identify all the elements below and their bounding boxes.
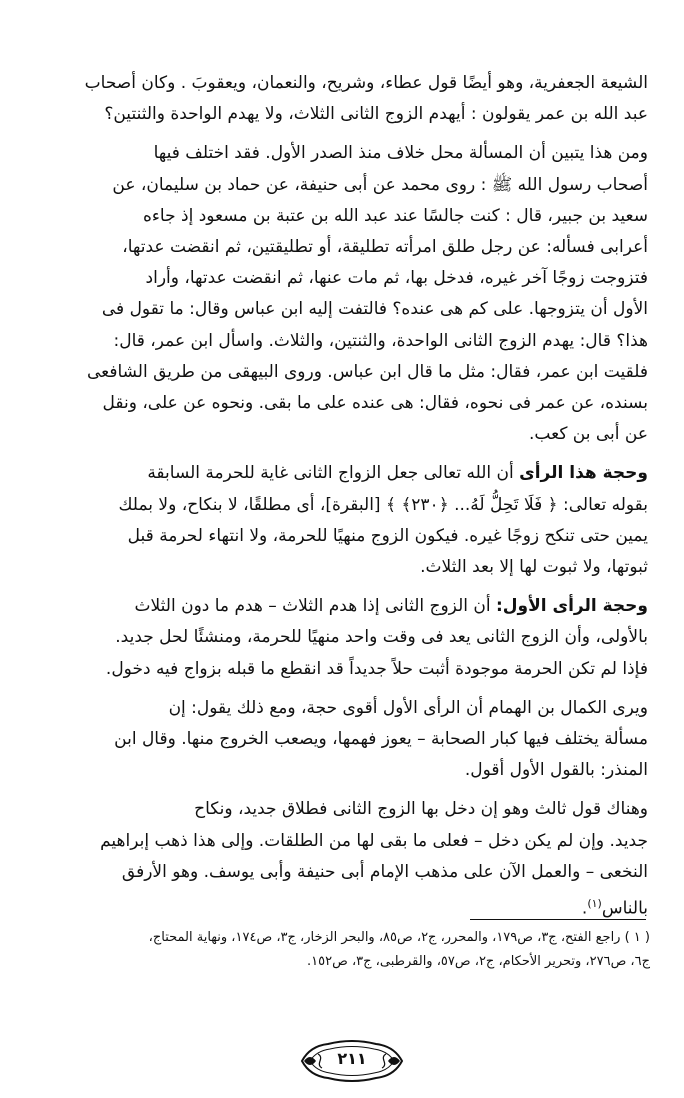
text-span: بالناس: [601, 898, 648, 919]
text-line: فلقيت ابن عمر، فقال: مثل ما قال ابن عباس. وروى البيهقى من طريق الشافعى: [86, 361, 648, 382]
text-line: سعيد بن جبير، قال : كنت جالسًا عند عبد الله بن عتبة بن مسعود إذ جاءه: [143, 205, 648, 226]
text-line: النخعى – والعمل الآن على مذهب الإمام أبى حنيفة وأبى يوسف. وهو الأرفق: [121, 861, 648, 882]
text-line: الأول أن يتزوجها. على كم هى عنده؟ فالتفت إليه ابن عباس وقال: ما تقول فى: [101, 299, 648, 320]
text-line: [36, 458, 648, 489]
text-line: أعرابى فسأله: عن رجل طلق امرأته تطليقة، أو تطليقتين، ثم انقضت عدتها،: [122, 237, 648, 258]
text-line: بالأولى، وأن الزوج الثانى يعد فى وقت واحد منهيًا للحرمة، ومنشئًا لحل جديد.: [115, 627, 648, 648]
paragraph-5: [36, 693, 648, 787]
page-body: [36, 68, 648, 933]
text-line: المنذر: بالقول الأول أقول.: [464, 760, 648, 781]
footnote-ref[interactable]: (١): [587, 897, 602, 911]
text-line: فإذا لم تكن الحرمة موجودة أثبت حلاً جديداً قد انقطع ما قبله بزواج فيه دخول.: [105, 658, 648, 679]
text-line: عن أبى بن كعب.: [529, 424, 648, 445]
text-line: بسنده، عن عمر فى نحوه، فقال: هى عنده على ما بقى. ونحوه عن على، ونقل: [102, 393, 648, 414]
text-line: الشيعة الجعفرية، وهو أيضًا قول عطاء، وشريح، والنعمان، ويعقوبَ . وكان أصحاب: [84, 73, 648, 93]
footnote-line: ( ١ ) راجع الفتح، ج٣، ص١٧٩، والمحرر، ج٢، ص٨٥، والبحر الزخار، ج٣، ص١٧٤، ونهاية المحتاج،: [148, 930, 650, 945]
footnote-divider: [470, 919, 646, 920]
text-line: مسألة يختلف فيها كبار الصحابة – يعوز فهمها، ويصعب الخروج منها. وقال ابن: [114, 729, 648, 750]
text-line: ثبوتها، ولا ثبوت لها إلا بعد الثلاث.: [420, 557, 648, 578]
paragraph-lead: وحجة هذا الرأى: [519, 463, 648, 484]
text-line: عبد الله بن عمر يقولون : أيهدم الزوج الثانى الثلاث، ولا يهدم الواحدة والثنتين؟: [104, 104, 648, 125]
paragraph-lead: وحجة الرأى الأول:: [495, 596, 648, 617]
paragraph-4: [36, 591, 648, 685]
text-line: جديد. وإن لم يكن دخل – فعلى ما بقى لها من الطلقات. وإلى هذا ذهب إبراهيم: [100, 830, 648, 851]
footnote-line: ج٦، ص٢٧٦، وتحرير الأحكام، ج٢، ص٥٧، والقرطبى، ج٣، ص١٥٢.: [307, 954, 650, 969]
text-span: أن الزوج الثانى إذا هدم الثلاث – هدم ما دون الثلاث: [134, 596, 496, 617]
text-line: [36, 591, 648, 622]
text-line: أصحاب رسول الله ﷺ : روى محمد عن أبى حنيفة، عن حماد بن سليمان، عن: [112, 174, 648, 195]
text-line: بالناس$^{(١)}$.: [581, 897, 648, 919]
paragraph-3: [36, 458, 648, 583]
paragraph-1: [36, 68, 648, 130]
paragraph-2: [36, 138, 648, 450]
text-line: فتزوجت زوجًا آخر غيره، فدخل بها، ثم مات عنها، ثم انقضت عدتها، وأراد: [145, 268, 648, 289]
page-number: ٢١١: [337, 1049, 367, 1068]
text-line: هذا؟ قال: يهدم الزوج الثانى الواحدة، والثنتين، والثلاث. واسأل ابن عمر، قال:: [113, 330, 648, 351]
text-line: بقوله تعالى: ﴿ فَلَا تَحِلُّ لَهُ... ﴿٢٣٠﴾ ﴾ [البقرة]، أى مطلقًا، لا بنكاح، ولا بملك: [118, 494, 648, 515]
text-line: يمين حتى تنكح زوجًا غيره. فيكون الزوج منهيًا للحرمة، ولا انتهاء لحرمة قبل: [127, 525, 648, 546]
footnotes: [30, 926, 650, 974]
paragraph-6: [36, 794, 648, 924]
text-line: ومن هذا يتبين أن المسألة محل خلاف منذ الصدر الأول. فقد اختلف فيها: [153, 143, 648, 164]
text-span: أن الله تعالى جعل الزواج الثانى غاية للحرمة السابقة: [147, 463, 520, 484]
text-line: ويرى الكمال بن الهمام أن الرأى الأول أقوى حجة، ومع ذلك يقول: إن: [168, 697, 648, 718]
page-number-ornament: [298, 1040, 406, 1082]
text-line: وهناك قول ثالث وهو إن دخل بها الزوج الثانى فطلاق جديد، ونكاح: [194, 799, 648, 820]
